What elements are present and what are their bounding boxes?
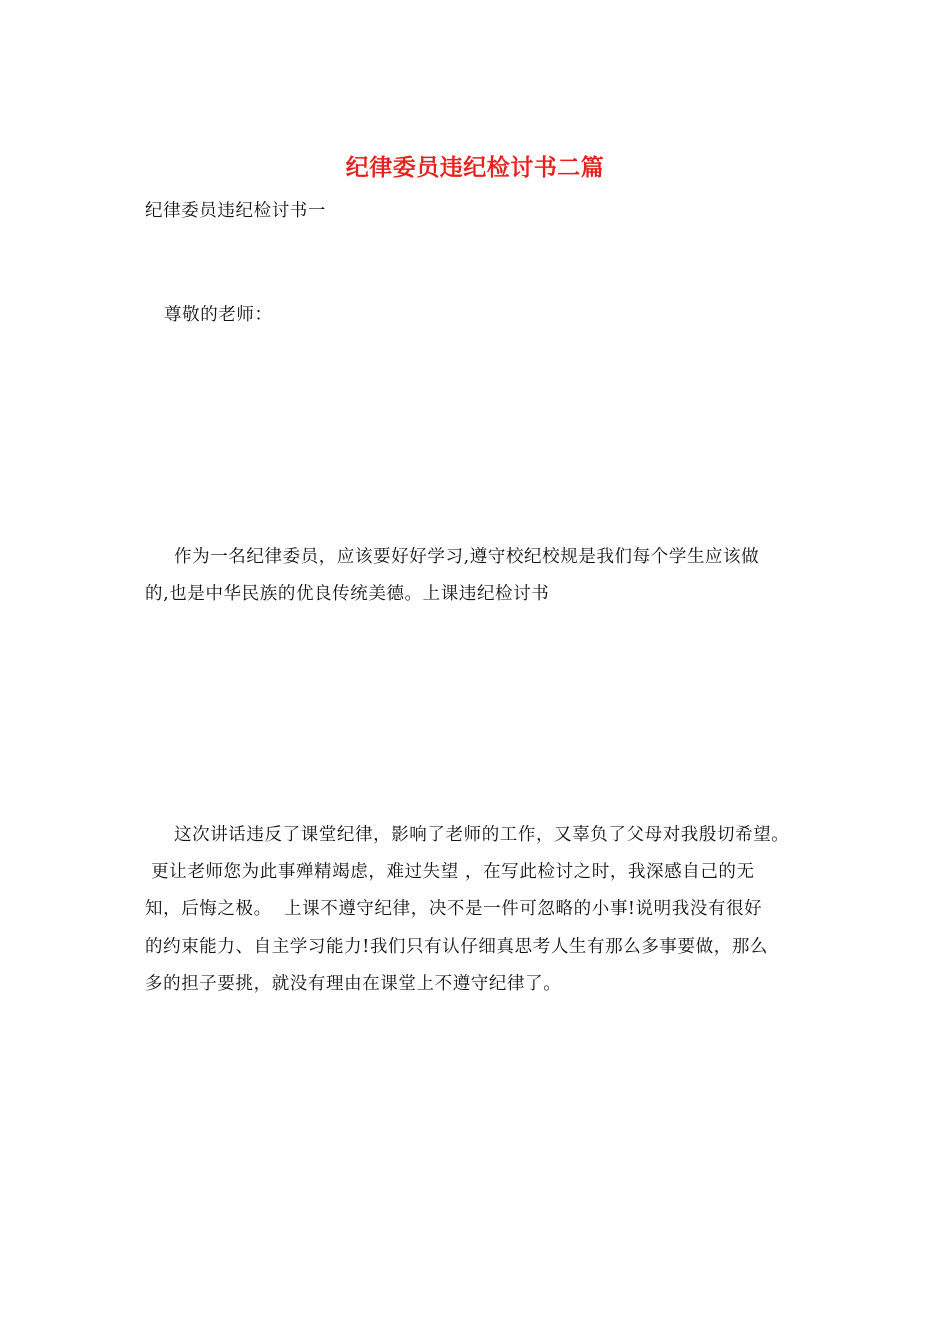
section-heading: 纪律委员违纪检讨书一: [145, 201, 326, 221]
paragraph2-line5: 多的担子要挑，就没有理由在课堂上不遵守纪律了。: [145, 974, 562, 994]
paragraph2-line2: 更让老师您为此事殚精竭虑，难过失望 ，在写此检讨之时，我深感自己的无: [145, 862, 755, 882]
paragraph2-line4: 的约束能力、自主学习能力!我们只有认仔细真思考人生有那么多事要做，那么: [145, 937, 769, 957]
paragraph2-line1: 这次讲话违反了课堂纪律，影响了老师的工作，又辜负了父母对我殷切希望。: [174, 825, 790, 845]
paragraph1-line1: 作为一名纪律委员，应该要好好学习,遵守校纪校规是我们每个学生应该做: [174, 547, 760, 567]
salutation: 尊敬的老师：: [164, 305, 273, 325]
document-title: 纪律委员违纪检讨书二篇: [345, 154, 605, 181]
paragraph2-line3: 知，后悔之极。 上课不遵守纪律，决不是一件可忽略的小事!说明我没有很好: [145, 899, 763, 919]
paragraph1-line2: 的,也是中华民族的优良传统美德。上课违纪检讨书: [145, 584, 550, 604]
